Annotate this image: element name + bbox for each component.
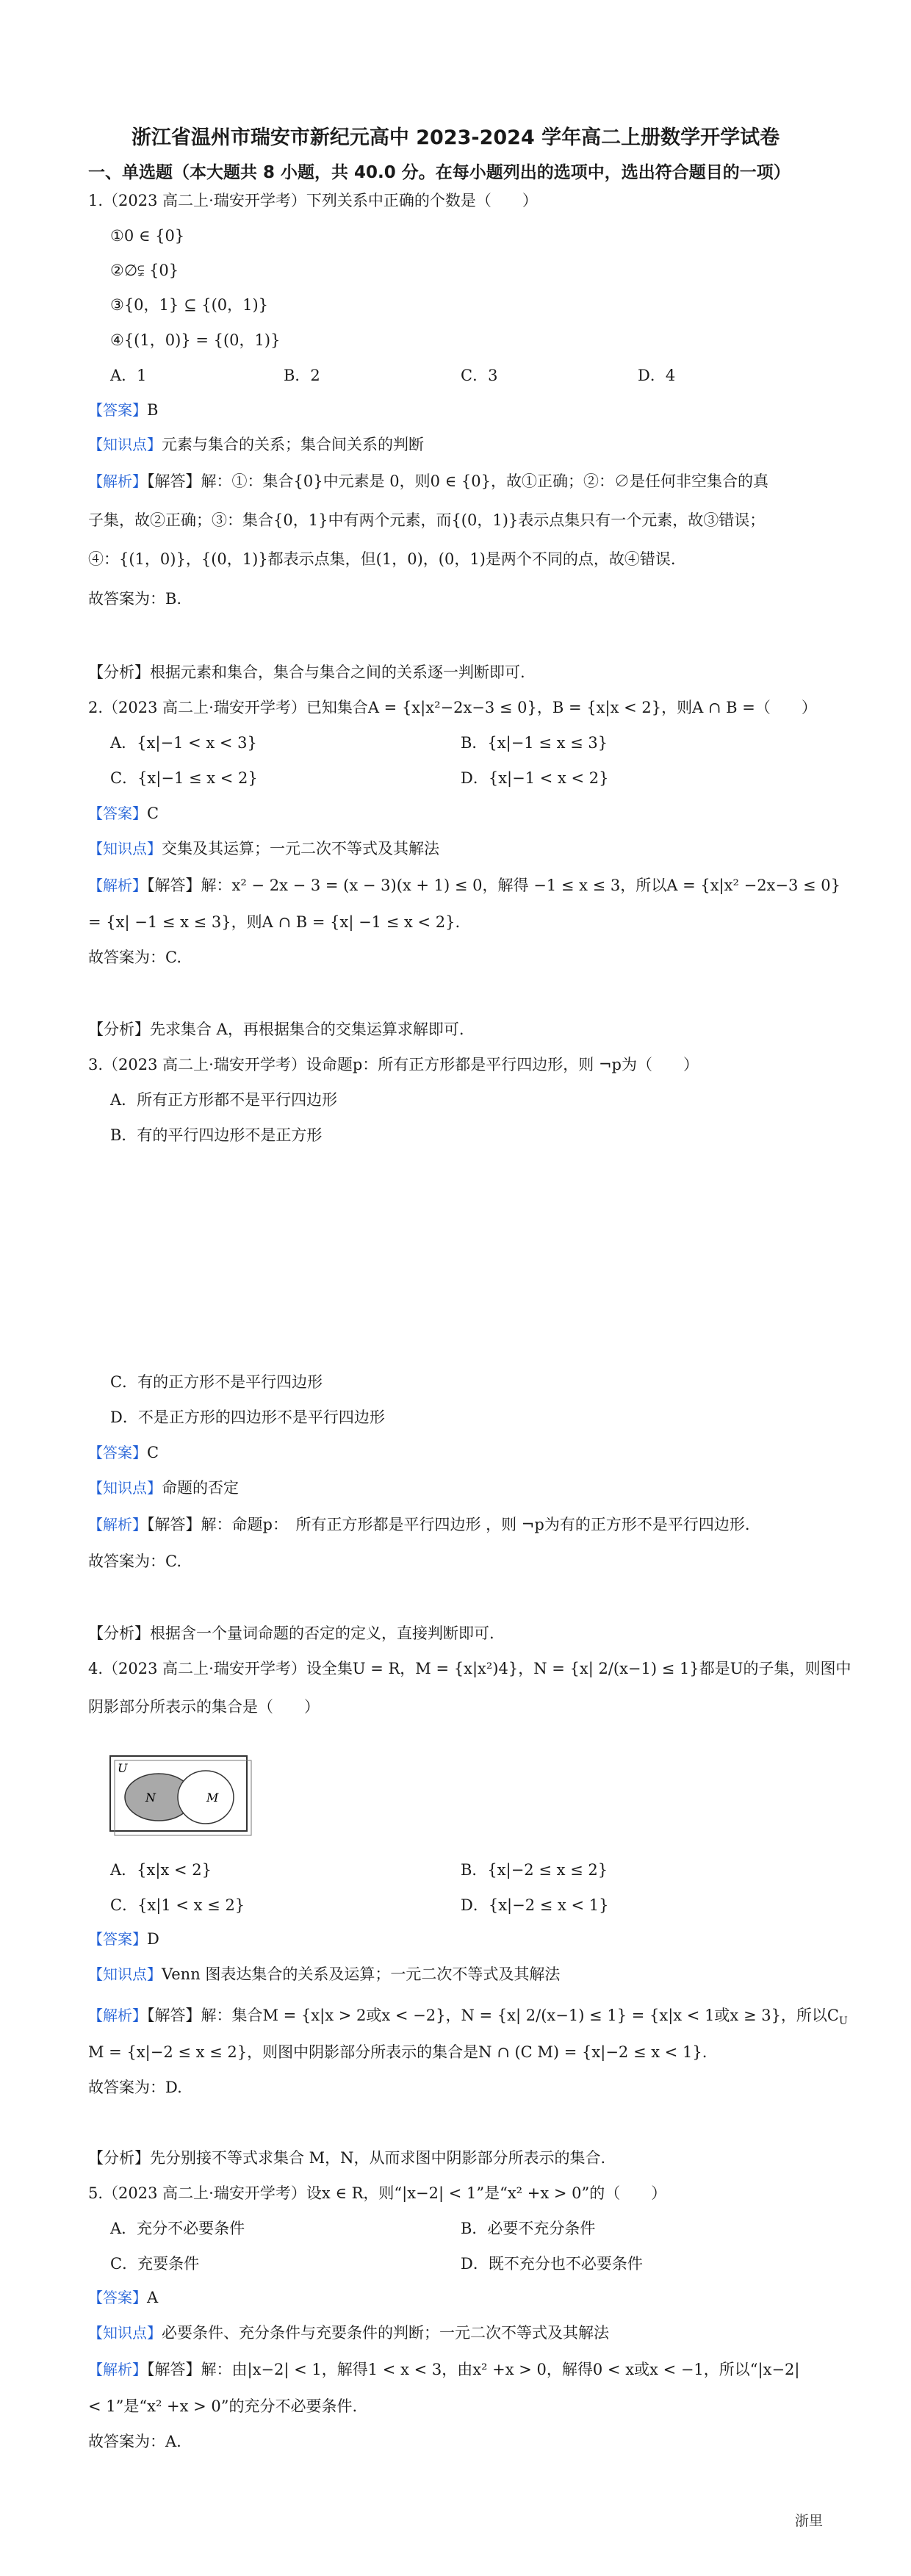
q2-solution-2: = {x| −1 ≤ x ≤ 3}，则A ∩ B = {x| −1 ≤ x < 2}.	[88, 913, 461, 931]
q4-analysis: 【分析】先分别接不等式求集合 M，N，从而求图中阴影部分所表示的集合.	[88, 2149, 606, 2167]
q4-option-c: C．{x|1 < x ≤ 2}	[110, 1896, 245, 1914]
knowledge-text: Venn 图表达集合的关系及运算；一元二次不等式及其解法	[162, 1965, 561, 1983]
q1-option-b: B．2	[284, 367, 320, 384]
q4-option-a: A．{x|x < 2}	[110, 1861, 212, 1879]
knowledge-tag: 【知识点】	[88, 1965, 162, 1983]
solution-tag: 【解析】	[88, 2007, 147, 2024]
answer-value: D	[147, 1930, 159, 1948]
q1-solution-3: ④：{(1，0)}，{(0，1)}都表示点集，但(1，0)，(0，1)是两个不同的点，故④错误.	[88, 550, 676, 568]
solution-tag: 【解析】	[88, 1516, 147, 1533]
knowledge-text: 命题的否定	[162, 1479, 239, 1497]
question-3-stem: 3.（2023 高二上·瑞安开学考）设命题p：所有正方形都是平行四边形，则 ¬p为（ ）	[88, 1056, 699, 1073]
q5-knowledge	[88, 2322, 609, 2344]
solution-text: 【解答】解：由|x−2| < 1，解得1 < x < 3，由x² +x > 0，解得0 < x或x < −1，所以“|x−2|	[147, 2361, 800, 2378]
question-4-stem-2: 阴影部分所表示的集合是（ ）	[88, 1698, 320, 1716]
page-footer: 浙里	[794, 2513, 823, 2529]
solution-text: 【解答】解：x² − 2x − 3 = (x − 3)(x + 1) ≤ 0，解得 −1 ≤ x ≤ 3，所以A = {x|x² −2x−3 ≤ 0}	[147, 877, 841, 894]
solution-tag: 【解析】	[88, 472, 147, 490]
venn-label-n: N	[145, 1791, 156, 1805]
set-m-circle	[178, 1771, 234, 1824]
q4-answer	[88, 1928, 159, 1950]
knowledge-tag: 【知识点】	[88, 840, 162, 857]
question-5-stem: 5.（2023 高二上·瑞安开学考）设x ∈ R，则“|x−2| < 1”是“x² +x > 0”的（ ）	[88, 2184, 667, 2202]
answer-value: C	[147, 1444, 159, 1461]
q1-item-4: ④{(1，0)} = {(0，1)}	[110, 331, 281, 349]
q1-solution-4: 故答案为：B.	[88, 590, 182, 608]
solution-text: 【解答】解：命题p： 所有正方形都是平行四边形 ，则 ¬p为有的正方形不是平行四边形.	[147, 1516, 750, 1533]
q2-answer	[88, 802, 159, 824]
q4-solution-1	[88, 2004, 848, 2032]
q1-item-2: ②∅⫋ {0}	[110, 262, 179, 279]
q5-solution-2: < 1”是“x² +x > 0”的充分不必要条件.	[88, 2397, 358, 2415]
q5-option-a: A．充分不必要条件	[110, 2220, 245, 2237]
venn-label-u: U	[118, 1761, 128, 1775]
knowledge-text: 交集及其运算；一元二次不等式及其解法	[162, 840, 439, 857]
question-2-stem: 2.（2023 高二上·瑞安开学考）已知集合A = {x|x²−2x−3 ≤ 0}，B = {x|x < 2}，则A ∩ B =（ ）	[88, 699, 817, 716]
q5-solution-1	[88, 2359, 799, 2381]
complement-subscript: U	[839, 2015, 848, 2028]
q4-solution-2: M = {x|−2 ≤ x ≤ 2}，则图中阴影部分所表示的集合是N ∩ (C M) = {x|−2 ≤ x < 1}.	[88, 2043, 707, 2061]
q1-item-3: ③{0，1} ⊆ {(0，1)}	[110, 296, 269, 314]
knowledge-text: 元素与集合的关系；集合间关系的判断	[162, 436, 424, 453]
solution-text: 【解答】解：集合M = {x|x > 2或x < −2}，N = {x| 2/(x−1) ≤ 1} = {x|x < 1或x ≥ 3}，所以C	[147, 2007, 840, 2024]
q5-option-b: B．必要不充分条件	[461, 2220, 596, 2237]
answer-tag: 【答案】	[88, 805, 147, 822]
page-title: 浙江省温州市瑞安市新纪元高中 2023-2024 学年高二上册数学开学试卷	[131, 126, 780, 149]
q2-option-a: A．{x|−1 < x < 3}	[110, 734, 257, 752]
q5-option-d: D．既不充分也不必要条件	[461, 2255, 643, 2273]
q3-option-d: D．不是正方形的四边形不是平行四边形	[110, 1408, 385, 1426]
question-4-stem-1: 4.（2023 高二上·瑞安开学考）设全集U = R，M = {x|x²)4}，N = {x| 2/(x−1) ≤ 1}都是U的子集，则图中	[88, 1660, 851, 1677]
q2-option-d: D．{x|−1 < x < 2}	[461, 769, 609, 787]
q3-knowledge	[88, 1477, 239, 1499]
knowledge-text: 必要条件、充分条件与充要条件的判断；一元二次不等式及其解法	[162, 2324, 609, 2342]
q1-analysis: 【分析】根据元素和集合，集合与集合之间的关系逐一判断即可.	[88, 663, 525, 681]
q2-solution-3: 故答案为：C.	[88, 949, 181, 966]
venn-label-m: M	[206, 1791, 219, 1805]
answer-tag: 【答案】	[88, 401, 147, 419]
answer-tag: 【答案】	[88, 2289, 147, 2306]
q2-option-b: B．{x|−1 ≤ x ≤ 3}	[461, 734, 608, 752]
q2-analysis: 【分析】先求集合 A，再根据集合的交集运算求解即可.	[88, 1021, 464, 1038]
q3-solution-1	[88, 1514, 750, 1536]
q2-solution-1	[88, 874, 840, 896]
q1-solution-2: 子集，故②正确；③：集合{0，1}中有两个元素，而{(0，1)}表示点集只有一个元素，故③错误；	[88, 511, 766, 529]
answer-tag: 【答案】	[88, 1930, 147, 1948]
q1-option-a: A．1	[110, 367, 147, 384]
q5-answer	[88, 2287, 158, 2309]
knowledge-tag: 【知识点】	[88, 436, 162, 453]
q3-solution-2: 故答案为：C.	[88, 1553, 181, 1570]
solution-tag: 【解析】	[88, 877, 147, 894]
q1-item-1: ①0 ∈ {0}	[110, 227, 185, 245]
q3-answer	[88, 1442, 159, 1464]
q1-option-c: C．3	[461, 367, 498, 384]
answer-value: B	[147, 401, 159, 419]
q2-knowledge	[88, 838, 439, 860]
q3-analysis: 【分析】根据含一个量词命题的否定的定义，直接判断即可.	[88, 1625, 494, 1642]
q1-option-d: D．4	[638, 367, 676, 384]
q4-knowledge	[88, 1963, 560, 1985]
q4-option-d: D．{x|−2 ≤ x < 1}	[461, 1896, 609, 1914]
q5-option-c: C．充要条件	[110, 2255, 200, 2273]
q4-solution-3: 故答案为：D.	[88, 2079, 182, 2096]
q5-solution-3: 故答案为：A.	[88, 2433, 181, 2450]
q3-option-b: B．有的平行四边形不是正方形	[110, 1126, 323, 1144]
knowledge-tag: 【知识点】	[88, 2324, 162, 2342]
q4-option-b: B．{x|−2 ≤ x ≤ 2}	[461, 1861, 608, 1879]
q3-option-a: A．所有正方形都不是平行四边形	[110, 1091, 338, 1109]
q2-option-c: C．{x|−1 ≤ x < 2}	[110, 769, 258, 787]
question-1-stem: 1.（2023 高二上·瑞安开学考）下列关系中正确的个数是（ ）	[88, 192, 538, 209]
knowledge-tag: 【知识点】	[88, 1479, 162, 1497]
q1-solution-1	[88, 470, 768, 492]
solution-text: 【解答】解：①：集合{0}中元素是 0，则0 ∈ {0}，故①正确；②：∅是任何非空集合的真	[147, 472, 768, 490]
answer-value: A	[147, 2289, 159, 2306]
answer-value: C	[147, 805, 159, 822]
q3-option-c: C．有的正方形不是平行四边形	[110, 1373, 323, 1391]
q1-answer	[88, 399, 158, 421]
section-heading: 一、单选题（本大题共 8 小题，共 40.0 分。在每小题列出的选项中，选出符合题目的一项）	[88, 163, 791, 182]
answer-tag: 【答案】	[88, 1444, 147, 1461]
venn-diagram	[109, 1755, 253, 1837]
q1-knowledge	[88, 433, 424, 456]
solution-tag: 【解析】	[88, 2361, 147, 2378]
